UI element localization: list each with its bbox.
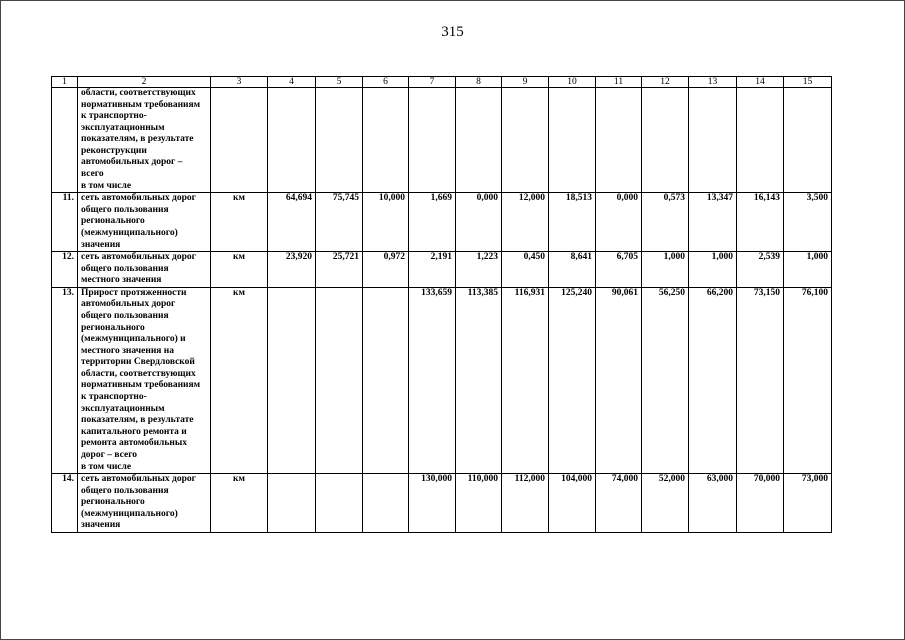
row-value: 116,931	[502, 287, 549, 473]
row-value	[268, 287, 316, 473]
row-unit: км	[211, 287, 268, 473]
row-value	[316, 287, 363, 473]
row-value: 64,694	[268, 193, 316, 252]
table-row	[52, 287, 832, 473]
header-cell: 3	[211, 77, 268, 88]
header-cell: 10	[549, 77, 596, 88]
row-value: 10,000	[363, 193, 409, 252]
row-value	[549, 88, 596, 193]
row-name: сеть автомобильных дорог общего пользования местного значения	[78, 252, 211, 288]
row-value	[363, 88, 409, 193]
row-value	[316, 88, 363, 193]
row-value: 25,721	[316, 252, 363, 288]
row-value: 104,000	[549, 474, 596, 533]
row-value: 1,223	[456, 252, 502, 288]
row-value: 76,100	[784, 287, 832, 473]
row-value	[363, 474, 409, 533]
row-value: 6,705	[596, 252, 642, 288]
row-value: 12,000	[502, 193, 549, 252]
row-value: 66,200	[689, 287, 737, 473]
row-value: 2,191	[409, 252, 456, 288]
row-value: 130,000	[409, 474, 456, 533]
row-value: 133,659	[409, 287, 456, 473]
row-value: 1,000	[784, 252, 832, 288]
row-value: 0,972	[363, 252, 409, 288]
page-number: 315	[441, 24, 464, 40]
row-value: 0,000	[456, 193, 502, 252]
header-cell: 6	[363, 77, 409, 88]
row-value: 0,000	[596, 193, 642, 252]
row-value: 18,513	[549, 193, 596, 252]
row-unit: км	[211, 252, 268, 288]
header-row	[52, 77, 832, 88]
row-value: 0,450	[502, 252, 549, 288]
row-value: 125,240	[549, 287, 596, 473]
row-value: 16,143	[737, 193, 784, 252]
header-cell: 4	[268, 77, 316, 88]
row-value	[689, 88, 737, 193]
header-cell: 5	[316, 77, 363, 88]
row-value: 112,000	[502, 474, 549, 533]
row-unit: км	[211, 474, 268, 533]
row-value: 1,000	[689, 252, 737, 288]
row-value: 52,000	[642, 474, 689, 533]
row-value: 1,669	[409, 193, 456, 252]
row-value	[268, 474, 316, 533]
row-value: 63,000	[689, 474, 737, 533]
row-number: 12.	[52, 252, 78, 288]
header-cell: 13	[689, 77, 737, 88]
row-value: 1,000	[642, 252, 689, 288]
row-value: 113,385	[456, 287, 502, 473]
row-value: 0,573	[642, 193, 689, 252]
row-unit	[211, 88, 268, 193]
row-value: 74,000	[596, 474, 642, 533]
row-value: 75,745	[316, 193, 363, 252]
row-value	[596, 88, 642, 193]
row-name: сеть автомобильных дорог общего пользования регионального (межмуниципального) значения	[78, 474, 211, 533]
row-value	[456, 88, 502, 193]
row-value	[268, 88, 316, 193]
header-cell: 7	[409, 77, 456, 88]
row-value	[316, 474, 363, 533]
row-value: 2,539	[737, 252, 784, 288]
table-row	[52, 252, 832, 288]
data-table	[51, 76, 832, 533]
row-unit: км	[211, 193, 268, 252]
row-value: 90,061	[596, 287, 642, 473]
row-name: Прирост протяженности автомобильных дорог общего пользования регионального (межмуниципального) и местного значения на территории Свердловской области, соответствующих нормативным требованиям к транспортно- эксплуатационным показателям, в результате капитального ремонта и ремонта автомобильных дорог – всего в том числе	[78, 287, 211, 473]
row-value: 73,150	[737, 287, 784, 473]
row-value: 70,000	[737, 474, 784, 533]
row-value	[502, 88, 549, 193]
row-value: 23,920	[268, 252, 316, 288]
table-row	[52, 193, 832, 252]
header-cell: 14	[737, 77, 784, 88]
row-name: сеть автомобильных дорог общего пользования регионального (межмуниципального) значения	[78, 193, 211, 252]
row-number: 14.	[52, 474, 78, 533]
table-row	[52, 88, 832, 193]
header-cell: 11	[596, 77, 642, 88]
row-value	[363, 287, 409, 473]
row-value: 73,000	[784, 474, 832, 533]
header-cell: 12	[642, 77, 689, 88]
row-value	[642, 88, 689, 193]
row-value	[784, 88, 832, 193]
table-row	[52, 474, 832, 533]
header-cell: 15	[784, 77, 832, 88]
row-number: 13.	[52, 287, 78, 473]
row-number: 11.	[52, 193, 78, 252]
row-value	[409, 88, 456, 193]
header-cell: 1	[52, 77, 78, 88]
row-value: 110,000	[456, 474, 502, 533]
header-cell: 8	[456, 77, 502, 88]
row-number	[52, 88, 78, 193]
row-value: 56,250	[642, 287, 689, 473]
row-name: области, соответствующих нормативным требованиям к транспортно- эксплуатационным показателям, в результате реконструкции автомобильных дорог – всего в том числе	[78, 88, 211, 193]
row-value: 13,347	[689, 193, 737, 252]
row-value: 3,500	[784, 193, 832, 252]
table-body	[52, 88, 832, 533]
header-cell: 2	[78, 77, 211, 88]
header-cell: 9	[502, 77, 549, 88]
row-value: 8,641	[549, 252, 596, 288]
row-value	[737, 88, 784, 193]
